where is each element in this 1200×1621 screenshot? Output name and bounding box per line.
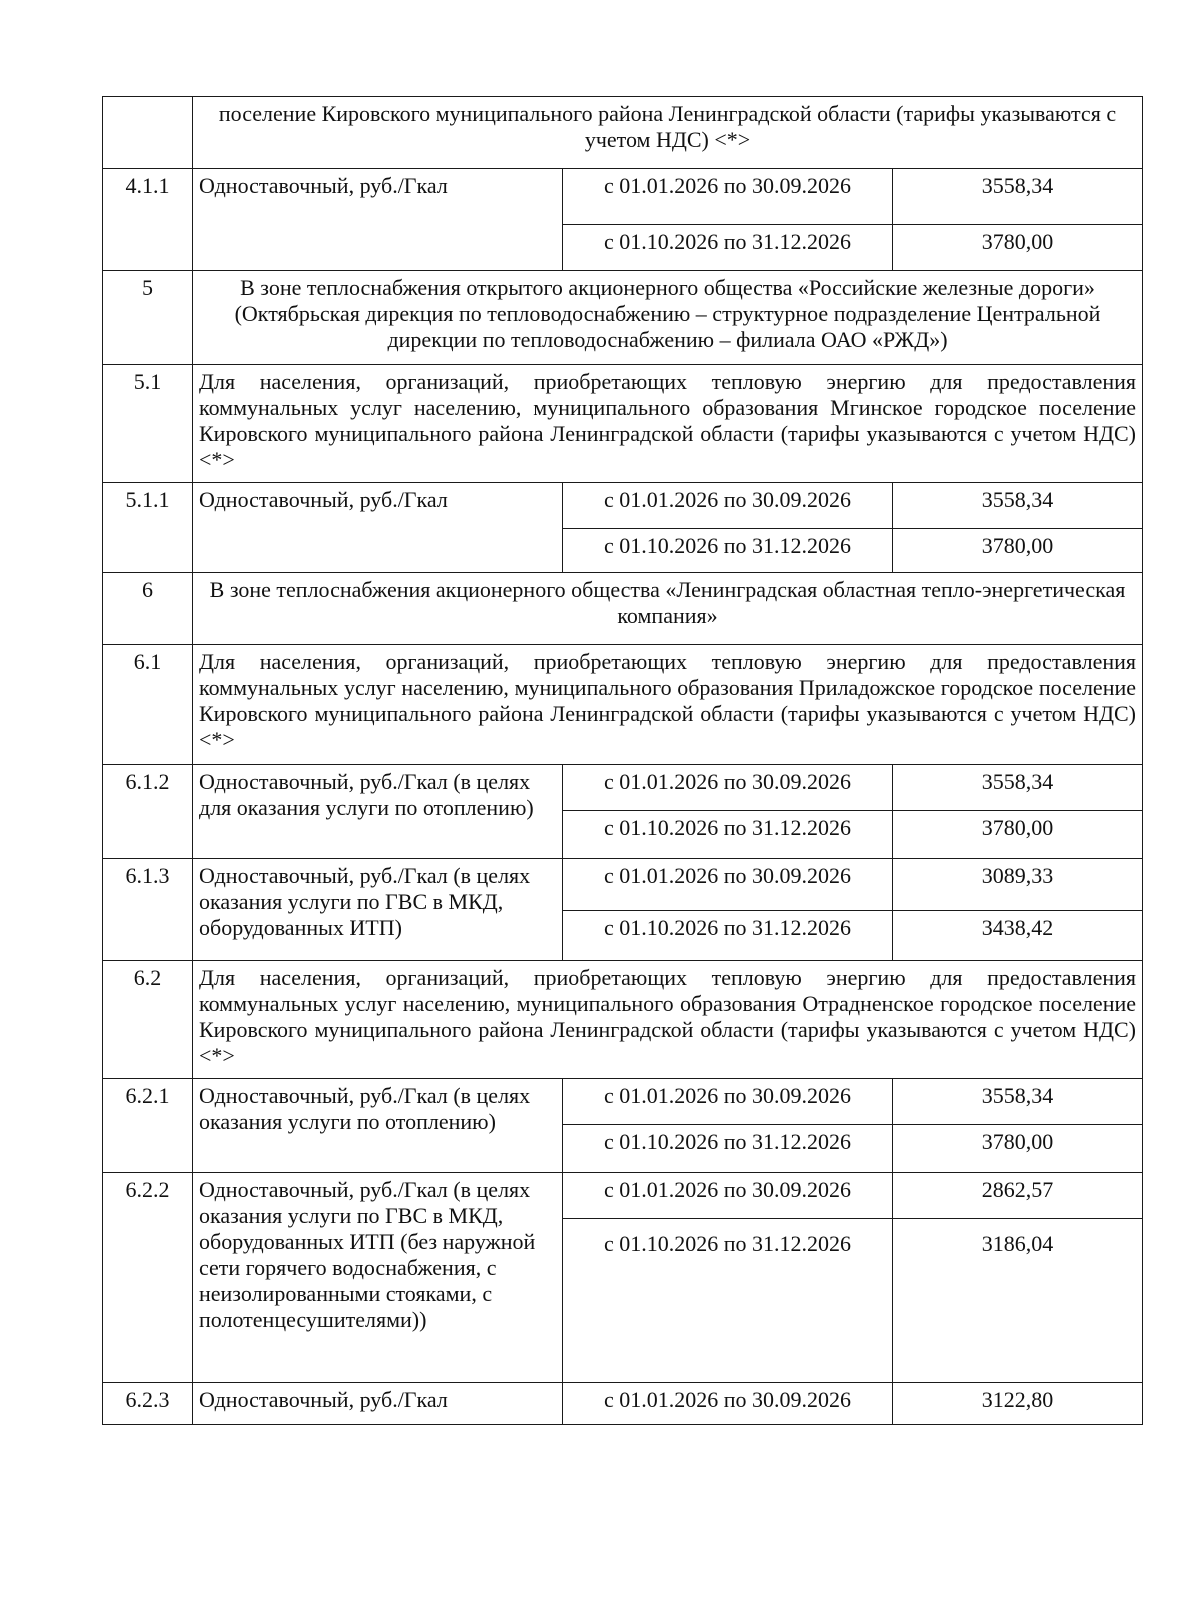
tariff-description: Одноставочный, руб./Гкал (193, 1383, 563, 1425)
tariff-value: 3122,80 (893, 1383, 1143, 1425)
tariff-value: 3780,00 (893, 1125, 1143, 1173)
row-number: 6.2.2 (103, 1173, 193, 1383)
tariff-value: 3780,00 (893, 811, 1143, 859)
period-cell: с 01.10.2026 по 31.12.2026 (563, 911, 893, 961)
tariff-table (102, 96, 1143, 1425)
row-number: 6.2.1 (103, 1079, 193, 1173)
table-row (103, 573, 1143, 645)
row-number: 5.1 (103, 365, 193, 483)
table-row (103, 961, 1143, 1079)
table-row (103, 859, 1143, 911)
section-text: Для населения, организаций, приобретающих тепловую энергию для предоставления коммунальных услуг населению, муниципального образования Отрадненское городское поселение Кировского муниципального района Ленинградской области (тарифы указываются с учетом НДС) <*> (193, 961, 1143, 1079)
section-text: поселение Кировского муниципального района Ленинградской области (тарифы указываются с учетом НДС) <*> (193, 97, 1143, 169)
tariff-value: 2862,57 (893, 1173, 1143, 1219)
tariff-value: 3780,00 (893, 225, 1143, 271)
row-number: 6.2.3 (103, 1383, 193, 1425)
row-number: 5 (103, 271, 193, 365)
section-text: Для населения, организаций, приобретающих тепловую энергию для предоставления коммунальных услуг населению, муниципального образования Приладожское городское поселение Кировского муниципального района Ленинградской области (тарифы указываются с учетом НДС) <*> (193, 645, 1143, 765)
section-text: В зоне теплоснабжения открытого акционерного общества «Российские железные дороги» (Октябрьская дирекция по тепловодоснабжению – структурное подразделение Центральной дирекции по тепловодоснабжению – филиала ОАО «РЖД») (193, 271, 1143, 365)
tariff-value: 3558,34 (893, 483, 1143, 529)
row-number: 4.1.1 (103, 169, 193, 271)
period-cell: с 01.10.2026 по 31.12.2026 (563, 811, 893, 859)
period-cell: с 01.01.2026 по 30.09.2026 (563, 1383, 893, 1425)
table-row (103, 365, 1143, 483)
tariff-value: 3780,00 (893, 529, 1143, 573)
period-cell: с 01.01.2026 по 30.09.2026 (563, 169, 893, 225)
table-row (103, 1173, 1143, 1219)
row-number: 5.1.1 (103, 483, 193, 573)
row-number: 6.1.2 (103, 765, 193, 859)
period-cell: с 01.01.2026 по 30.09.2026 (563, 859, 893, 911)
period-cell: с 01.01.2026 по 30.09.2026 (563, 1173, 893, 1219)
tariff-value: 3558,34 (893, 765, 1143, 811)
period-cell: с 01.10.2026 по 31.12.2026 (563, 1125, 893, 1173)
table-row (103, 645, 1143, 765)
number-cell (103, 97, 193, 169)
table-row (103, 483, 1143, 529)
period-cell: с 01.01.2026 по 30.09.2026 (563, 483, 893, 529)
period-cell: с 01.10.2026 по 31.12.2026 (563, 1219, 893, 1383)
table-row (103, 1079, 1143, 1125)
tariff-value: 3089,33 (893, 859, 1143, 911)
table-row (103, 97, 1143, 169)
period-cell: с 01.10.2026 по 31.12.2026 (563, 529, 893, 573)
table-row (103, 169, 1143, 225)
row-number: 6.2 (103, 961, 193, 1079)
tariff-description: Одноставочный, руб./Гкал (193, 169, 563, 271)
tariff-value: 3558,34 (893, 1079, 1143, 1125)
tariff-description: Одноставочный, руб./Гкал (193, 483, 563, 573)
table-row (103, 765, 1143, 811)
tariff-description: Одноставочный, руб./Гкал (в целях оказания услуги по отоплению) (193, 1079, 563, 1173)
tariff-description: Одноставочный, руб./Гкал (в целях оказания услуги по ГВС в МКД, оборудованных ИТП) (193, 859, 563, 961)
table-row (103, 1383, 1143, 1425)
period-cell: с 01.01.2026 по 30.09.2026 (563, 765, 893, 811)
tariff-description: Одноставочный, руб./Гкал (в целях оказания услуги по ГВС в МКД, оборудованных ИТП (без наружной сети горячего водоснабжения, с неизолированными стояками, с полотенцесушителями)) (193, 1173, 563, 1383)
table-row (103, 271, 1143, 365)
row-number: 6.1 (103, 645, 193, 765)
row-number: 6 (103, 573, 193, 645)
tariff-value: 3558,34 (893, 169, 1143, 225)
row-number: 6.1.3 (103, 859, 193, 961)
section-text: В зоне теплоснабжения акционерного общества «Ленинградская областная тепло-энергетическая компания» (193, 573, 1143, 645)
tariff-value: 3438,42 (893, 911, 1143, 961)
tariff-value: 3186,04 (893, 1219, 1143, 1383)
period-cell: с 01.10.2026 по 31.12.2026 (563, 225, 893, 271)
tariff-description: Одноставочный, руб./Гкал (в целях для оказания услуги по отоплению) (193, 765, 563, 859)
period-cell: с 01.01.2026 по 30.09.2026 (563, 1079, 893, 1125)
section-text: Для населения, организаций, приобретающих тепловую энергию для предоставления коммунальных услуг населению, муниципального образования Мгинское городское поселение Кировского муниципального района Ленинградской области (тарифы указываются с учетом НДС) <*> (193, 365, 1143, 483)
